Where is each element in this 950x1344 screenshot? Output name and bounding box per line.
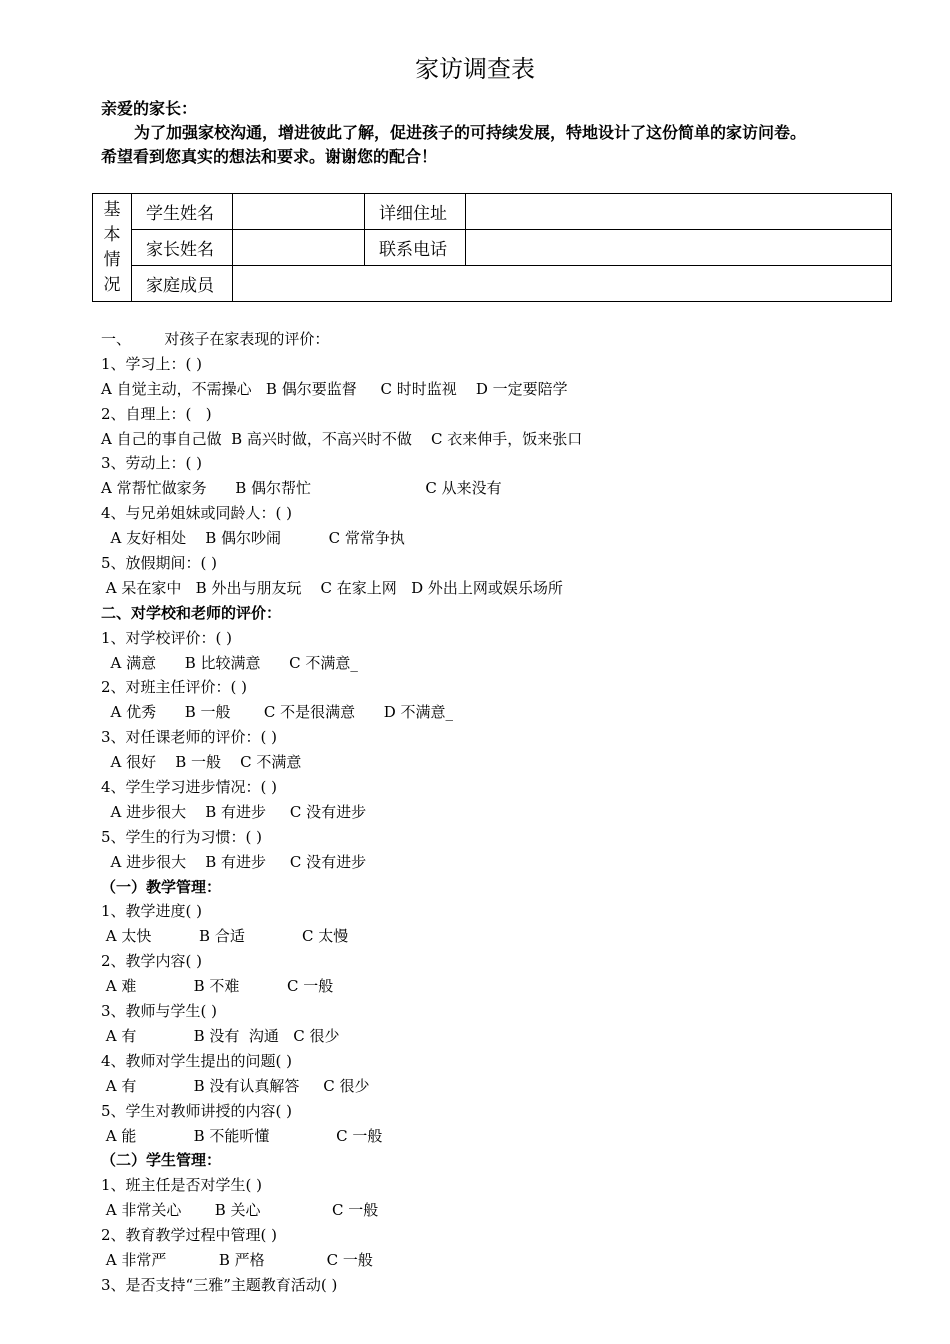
question-line: 3、教师与学生( ) [101,1002,218,1021]
question-line: 5、学生的行为习惯：( ) [101,827,263,846]
section-heading: （一）教学管理： [101,877,222,896]
question-line: 3、是否支持“三雅”主题教育活动( ) [101,1275,338,1294]
family-members-field[interactable] [233,266,892,302]
document-title: 家访调查表 [415,55,535,83]
question-line: A 有 B 没有认真解答 C 很少 [101,1076,370,1095]
question-line: 1、学习上：( ) [101,354,203,373]
question-line: A 友好相处 B 偶尔吵闹 C 常常争执 [101,529,405,548]
basic-info-side-label [93,194,132,302]
question-line: 2、教学内容( ) [101,952,203,971]
question-line: 3、劳动上：( ) [101,454,203,473]
question-line: A 常帮忙做家务 B 偶尔帮忙 C 从来没有 [101,479,502,498]
question-line: 一、 对孩子在家表现的评价： [101,330,330,348]
question-line: 1、教学进度( ) [101,902,203,921]
intro-line-1: 为了加强家校沟通，增进彼此了解，促进孩子的可持续发展，特地设计了这份简单的家访问卷。 [134,123,807,142]
question-line: A 非常关心 B 关心 C 一般 [101,1201,379,1220]
side-char: 况 [103,274,121,295]
question-line: A 呆在家中 B 外出与朋友玩 C 在家上网 D 外出上网或娱乐场所 [101,578,563,597]
side-char: 基 [103,199,121,220]
question-line: A 非常严 B 严格 C 一般 [101,1250,373,1269]
side-char: 本 [103,224,121,245]
question-line: 3、对任课老师的评价：( ) [101,728,278,747]
question-line: 4、与兄弟姐妹或同龄人：( ) [101,504,293,523]
question-line: 5、学生对教师讲授的内容( ) [101,1101,293,1120]
question-line: A 能 B 不能听懂 C 一般 [101,1126,383,1145]
question-line: A 自己的事自己做 B 高兴时做，不高兴时不做 C 衣来伸手，饭来张口 [101,429,583,448]
question-line: 2、教育教学过程中管理( ) [101,1226,278,1245]
phone-field[interactable] [466,230,892,266]
question-line: 1、对学校评价：( ) [101,628,233,647]
parent-name-field[interactable] [233,230,365,266]
salutation: 亲爱的家长： [101,99,198,118]
question-line: 1、班主任是否对学生( ) [101,1176,263,1195]
student-name-field[interactable] [233,194,365,230]
question-line: A 很好 B 一般 C 不满意 [101,753,302,772]
section-heading: （二）学生管理： [101,1151,222,1170]
question-line: A 太快 B 合适 C 太慢 [101,927,349,946]
question-line: A 优秀 B 一般 C 不是很满意 D 不满意_ [101,703,454,722]
question-line: A 有 B 没有 沟通 C 很少 [101,1026,340,1045]
questionnaire-body [101,327,921,1298]
question-line: 2、自理上：( ) [101,404,212,423]
basic-info-table [92,193,892,302]
question-line: A 进步很大 B 有进步 C 没有进步 [101,852,367,871]
question-line: 2、对班主任评价：( ) [101,678,248,697]
address-label: 详细住址 [365,194,466,230]
question-line: A 进步很大 B 有进步 C 没有进步 [101,802,367,821]
parent-name-label: 家长姓名 [132,230,233,266]
family-members-label: 家庭成员 [132,266,233,302]
question-line: 4、教师对学生提出的问题( ) [101,1051,293,1070]
intro-line-2: 希望看到您真实的想法和要求。谢谢您的配合！ [101,147,438,166]
side-char: 情 [103,249,121,270]
question-line: A 满意 B 比较满意 C 不满意_ [101,653,358,672]
address-field[interactable] [466,194,892,230]
question-line: A 自觉主动，不需操心 B 偶尔要监督 C 时时监视 D 一定要陪学 [101,379,568,398]
section-heading: 二、对学校和老师的评价： [101,603,282,622]
student-name-label: 学生姓名 [132,194,233,230]
phone-label: 联系电话 [365,230,466,266]
question-line: 4、学生学习进步情况：( ) [101,778,278,797]
question-line: 5、放假期间：( ) [101,554,218,573]
question-line: A 难 B 不难 C 一般 [101,977,334,996]
